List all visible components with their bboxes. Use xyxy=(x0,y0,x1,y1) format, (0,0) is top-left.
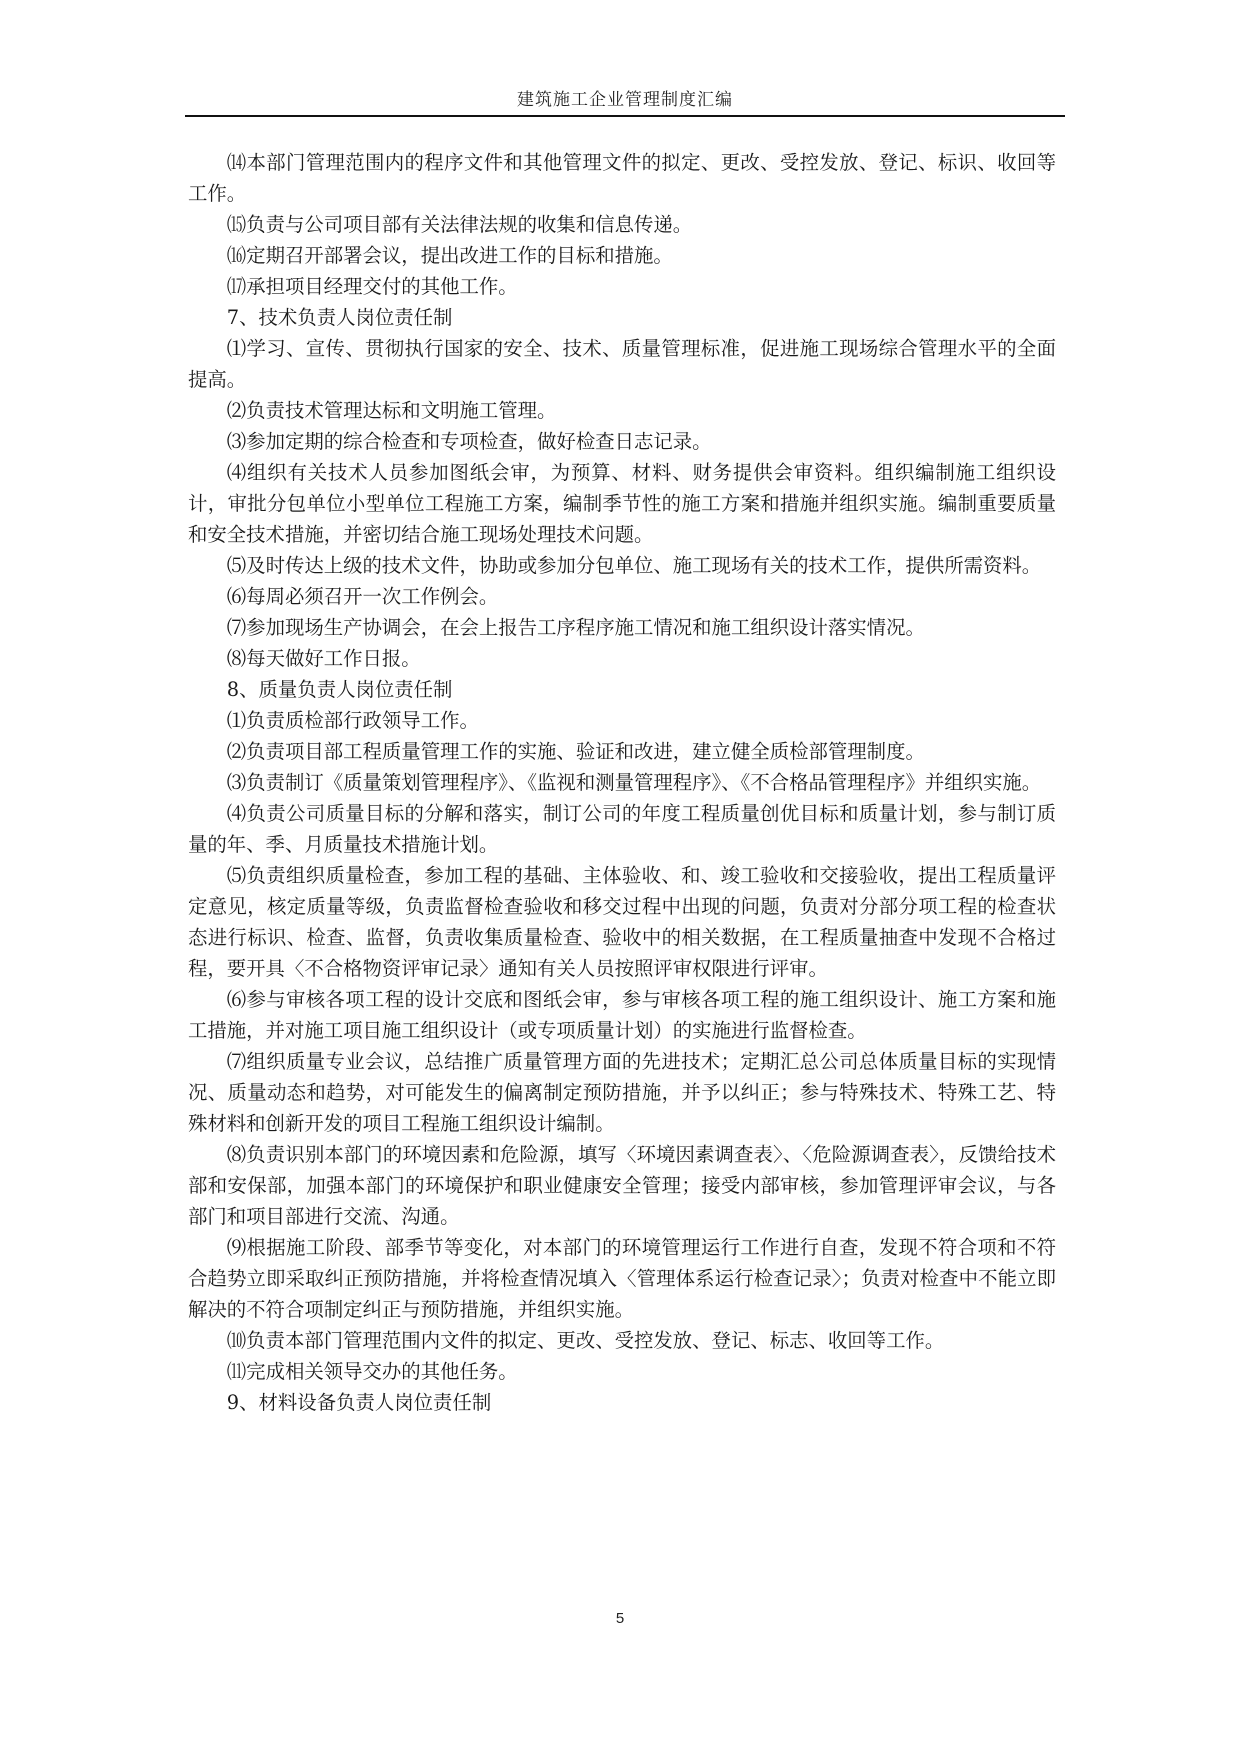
header-divider xyxy=(185,115,1065,117)
list-item: ⑵负责技术管理达标和文明施工管理。 xyxy=(226,399,557,422)
section-heading: 7、技术负责人岗位责任制 xyxy=(226,306,453,329)
list-item: ⑷组织有关技术人员参加图纸会审，为预算、材料、财务提供会审资料。组织编制施工组织设计，审批分包单位小型单位工程施工方案，编制季节性的施工方案和措施并组织实施。编制重要质量和安全技术措施，并密切结合施工现场处理技术问题。 xyxy=(188,461,1056,546)
list-item: ⑺组织质量专业会议，总结推广质量管理方面的先进技术；定期汇总公司总体质量目标的实现情况、质量动态和趋势，对可能发生的偏离制定预防措施，并予以纠正；参与特殊技术、特殊工艺、特殊材料和创新开发的项目工程施工组织设计编制。 xyxy=(188,1050,1056,1135)
section-heading: 9、材料设备负责人岗位责任制 xyxy=(226,1391,492,1414)
list-item: ⑽负责本部门管理范围内文件的拟定、更改、受控发放、登记、标志、收回等工作。 xyxy=(226,1329,945,1352)
list-item: ⒂负责与公司项目部有关法律法规的收集和信息传递。 xyxy=(226,213,693,236)
list-item: ⒁本部门管理范围内的程序文件和其他管理文件的拟定、更改、受控发放、登记、标识、收回等工作。 xyxy=(188,151,1056,205)
page-number: 5 xyxy=(615,1610,625,1627)
list-item: ⑼根据施工阶段、部季节等变化，对本部门的环境管理运行工作进行自查，发现不符合项和不符合趋势立即采取纠正预防措施，并将检查情况填入〈管理体系运行检查记录〉；负责对检查中不能立即解决的不符合项制定纠正与预防措施，并组织实施。 xyxy=(188,1236,1056,1321)
list-item: ⑾完成相关领导交办的其他任务。 xyxy=(226,1360,518,1383)
list-item: ⑵负责项目部工程质量管理工作的实施、验证和改进，建立健全质检部管理制度。 xyxy=(226,740,925,763)
list-item: ⒄承担项目经理交付的其他工作。 xyxy=(226,275,518,298)
list-item: ⑷负责公司质量目标的分解和落实，制订公司的年度工程质量创优目标和质量计划，参与制订质量的年、季、月质量技术措施计划。 xyxy=(188,802,1056,856)
list-item: ⑶负责制订《质量策划管理程序》、《监视和测量管理程序》、《不合格品管理程序》并组织实施。 xyxy=(226,771,1042,794)
list-item: ⑹每周必须召开一次工作例会。 xyxy=(226,585,499,608)
list-item: ⑺参加现场生产协调会，在会上报告工序程序施工情况和施工组织设计落实情况。 xyxy=(226,616,925,639)
list-item: ⑶参加定期的综合检查和专项检查，做好检查日志记录。 xyxy=(226,430,712,453)
document-body xyxy=(188,147,1056,1418)
list-item: ⑸及时传达上级的技术文件，协助或参加分包单位、施工现场有关的技术工作，提供所需资料。 xyxy=(226,554,1042,577)
list-item: ⑻每天做好工作日报。 xyxy=(226,647,421,670)
page-header-title: 建筑施工企业管理制度汇编 xyxy=(517,90,733,110)
list-item: ⑹参与审核各项工程的设计交底和图纸会审，参与审核各项工程的施工组织设计、施工方案和施工措施，并对施工项目施工组织设计（或专项质量计划）的实施进行监督检查。 xyxy=(188,988,1056,1042)
section-heading: 8、质量负责人岗位责任制 xyxy=(226,678,453,701)
list-item: ⑴学习、宣传、贯彻执行国家的安全、技术、质量管理标准，促进施工现场综合管理水平的全面提高。 xyxy=(188,337,1056,391)
list-item: ⑸负责组织质量检查，参加工程的基础、主体验收、和、竣工验收和交接验收，提出工程质量评定意见，核定质量等级，负责监督检查验收和移交过程中出现的问题，负责对分部分项工程的检查状态进行标识、检查、监督，负责收集质量检查、验收中的相关数据，在工程质量抽查中发现不合格过程，要开具〈不合格物资评审记录〉通知有关人员按照评审权限进行评审。 xyxy=(188,864,1056,980)
list-item: ⑻负责识别本部门的环境因素和危险源，填写〈环境因素调查表〉、〈危险源调查表〉，反馈给技术部和安保部，加强本部门的环境保护和职业健康安全管理；接受内部审核，参加管理评审会议，与各部门和项目部进行交流、沟通。 xyxy=(188,1143,1056,1228)
list-item: ⑴负责质检部行政领导工作。 xyxy=(226,709,479,732)
list-item: ⒃定期召开部署会议，提出改进工作的目标和措施。 xyxy=(226,244,673,267)
